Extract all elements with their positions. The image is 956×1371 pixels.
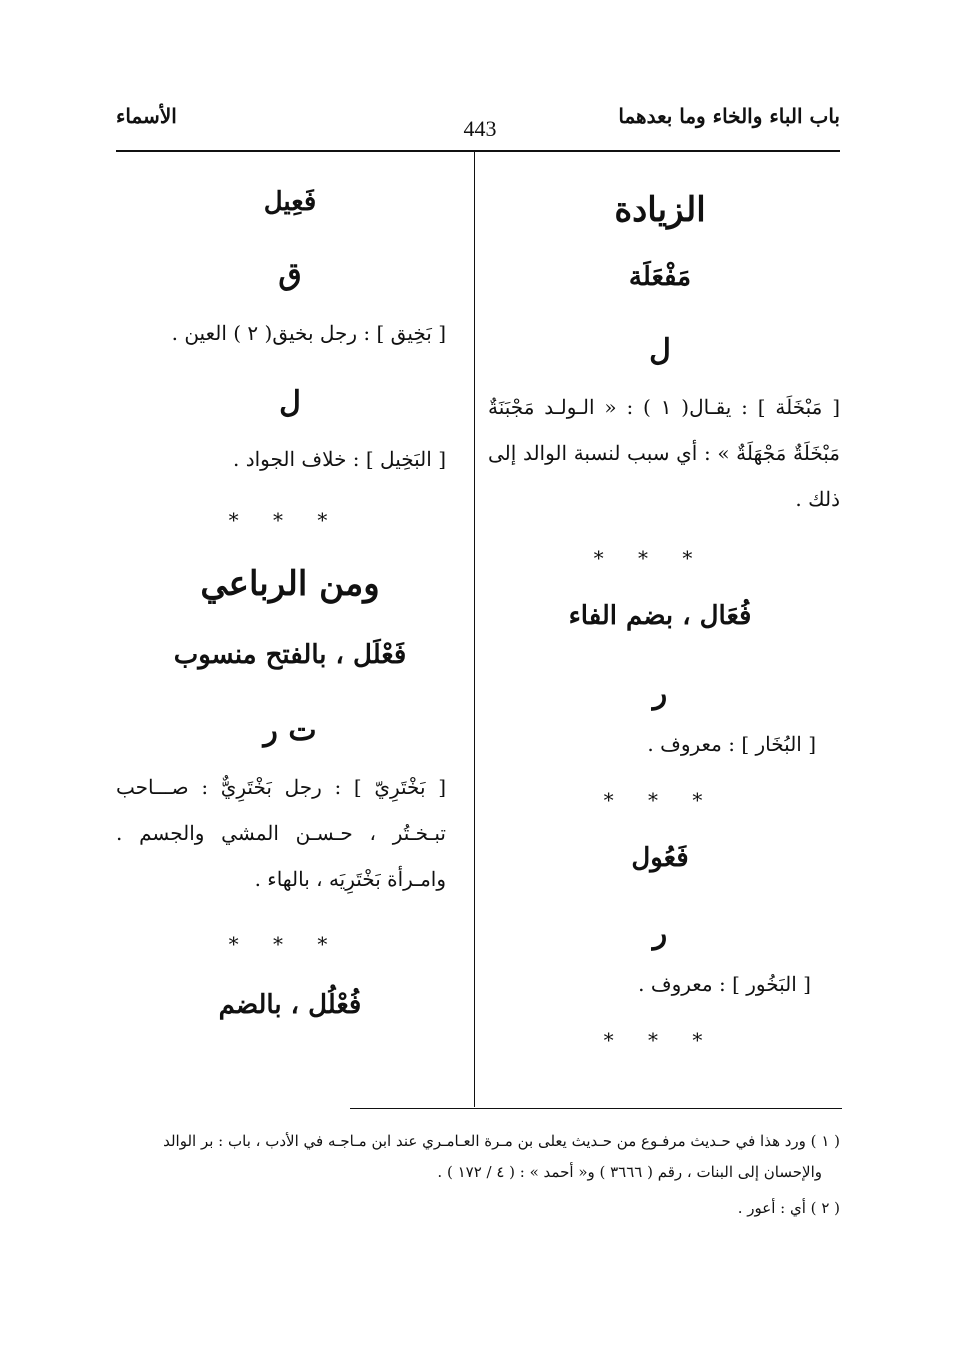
page-number: 443: [463, 116, 497, 141]
right-letter-lam: ل: [649, 333, 671, 368]
left-pattern-fail: فَعِيل: [263, 187, 317, 217]
left-pattern-fulul: فُعْلُل ، بالضم: [218, 990, 362, 1020]
right-separator-3: * * *: [603, 1028, 717, 1052]
running-head-chapter: باب الباء والخاء وما بعدهما: [618, 104, 840, 128]
left-heading-rubai: ومن الرباعي: [200, 564, 380, 604]
right-entry-mabkhala: [ مَبْخَلَة ] : يقـال( ١ ) : « الـولـد مَجْبَنَةٌ مَبْخَلَةٌ مَجْهَلَةٌ » : أي سبب لنسبة الوالد إلى ذلك .: [488, 395, 841, 511]
right-letter-ra-2: ر: [652, 916, 668, 951]
left-pattern-falal: فَعْلَل ، بالفتح منسوب: [173, 640, 407, 670]
right-pattern-mafala: مَفْعَلَة: [628, 262, 692, 292]
left-letters-ta-ra: ت ر: [263, 713, 317, 748]
left-entry-bakhiq: [ بَخِيق ] : رجل بخيق( ٢ ) العين .: [171, 321, 446, 345]
footnote-1-line-2: والإحسان إلى البنات ، رقم ( ٣٦٦٦ ) و« أحمد » : ( ٤ / ١٧٢ ) .: [437, 1163, 822, 1181]
right-pattern-fuaal: فُعَال ، بضم الفاء: [568, 601, 752, 631]
left-entry-bakhtari: [ بَخْتَرِيّ ] : رجل بَخْتَرِيٌّ : صـــاحب تبـخـتُر ، حـسـن المشي والجسم . وامـرأة بَخْتَرِيَه ، بالهاء .: [116, 775, 446, 891]
header-rule: [116, 150, 840, 152]
right-entry-bukhar: [ البُخَار ] : معروف .: [647, 732, 816, 756]
right-pattern-faul: فَعُول: [631, 843, 689, 873]
right-entry-bakhur: [ البَخُور ] : معروف .: [638, 972, 811, 996]
footnote-rule: [350, 1108, 842, 1109]
footnote-2: ( ٢ ) أي : أعور .: [737, 1199, 840, 1217]
right-separator-2: * * *: [603, 788, 717, 812]
running-head-section: الأسماء: [116, 104, 177, 128]
left-separator-2: * * *: [228, 932, 342, 956]
left-separator-1: * * *: [228, 508, 342, 532]
right-letter-ra-1: ر: [652, 676, 668, 711]
right-heading-ziyada: الزيادة: [614, 190, 706, 230]
right-separator-1: * * *: [593, 546, 707, 570]
footnote-1-line-1: ( ١ ) ورد هذا في حـديث مرفـوع من حـديث يعلى بن مـرة العـامـري عند ابن مـاجـه في الأدب ، باب : بر الوالد: [163, 1132, 840, 1150]
left-letter-lam: ل: [279, 385, 301, 420]
left-letter-qaf: ق: [278, 257, 302, 292]
left-entry-bakhil: [ البَخِيل ] : خلاف الجواد .: [232, 447, 446, 471]
